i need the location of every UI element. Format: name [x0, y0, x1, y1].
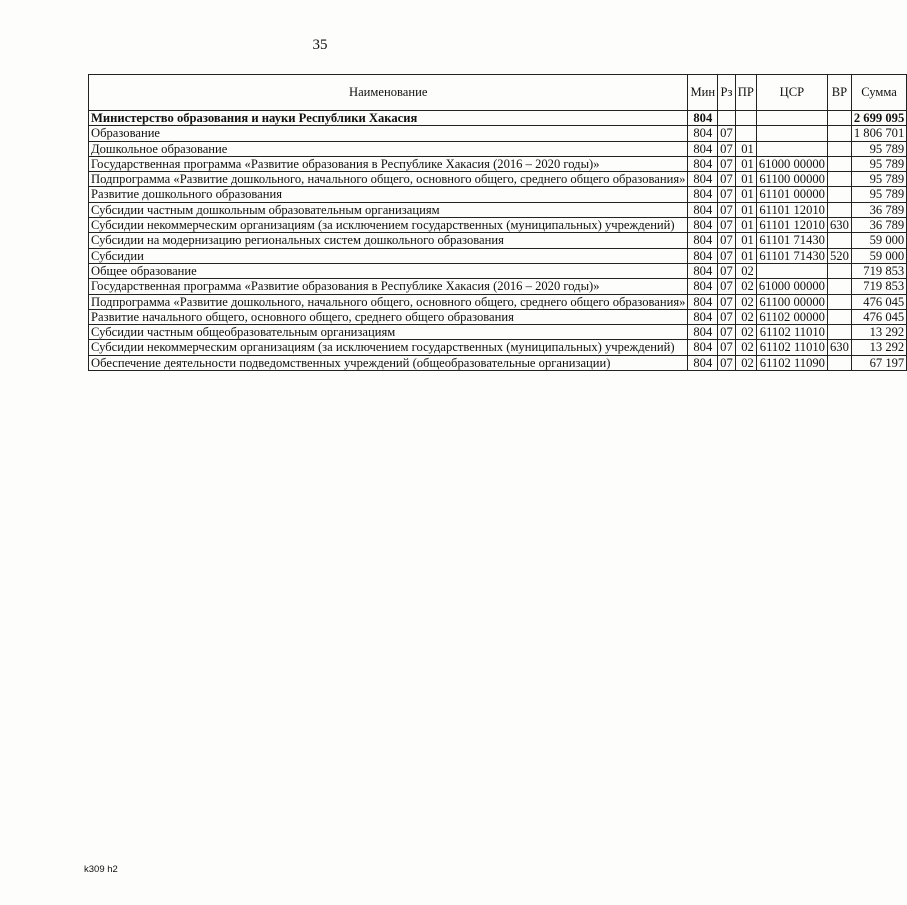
cell-vr	[827, 202, 851, 217]
cell-pr	[735, 111, 756, 126]
cell-vr	[827, 325, 851, 340]
cell-rz: 07	[718, 126, 736, 141]
cell-csr	[756, 126, 827, 141]
header-sum: Сумма	[851, 75, 906, 111]
table-row	[89, 202, 907, 217]
cell-min: 804	[688, 156, 718, 171]
cell-sum: 36 789	[851, 202, 906, 217]
cell-sum: 95 789	[851, 156, 906, 171]
table-header-row	[89, 75, 907, 111]
cell-rz: 07	[718, 156, 736, 171]
cell-csr: 61102 00000	[756, 309, 827, 324]
table-row	[89, 126, 907, 141]
cell-sum: 1 806 701	[851, 126, 906, 141]
cell-pr: 01	[735, 141, 756, 156]
cell-sum: 2 699 095	[851, 111, 906, 126]
cell-vr	[827, 126, 851, 141]
cell-sum: 476 045	[851, 294, 906, 309]
header-rz: Рз	[718, 75, 736, 111]
table-row	[89, 325, 907, 340]
cell-min: 804	[688, 279, 718, 294]
cell-pr: 02	[735, 355, 756, 370]
cell-csr: 61000 00000	[756, 156, 827, 171]
cell-vr	[827, 111, 851, 126]
cell-vr	[827, 172, 851, 187]
table-row	[89, 218, 907, 233]
cell-sum: 13 292	[851, 340, 906, 355]
table-row	[89, 279, 907, 294]
cell-rz: 07	[718, 325, 736, 340]
cell-pr: 01	[735, 172, 756, 187]
table-row	[89, 141, 907, 156]
cell-name: Министерство образования и науки Республики Хакасия	[89, 111, 688, 126]
cell-sum: 95 789	[851, 141, 906, 156]
cell-rz: 07	[718, 355, 736, 370]
cell-sum: 95 789	[851, 187, 906, 202]
cell-min: 804	[688, 294, 718, 309]
cell-name: Подпрограмма «Развитие дошкольного, начального общего, основного общего, среднего общего образования»	[89, 294, 688, 309]
table-row	[89, 156, 907, 171]
cell-csr: 61101 71430	[756, 248, 827, 263]
header-vr: ВР	[827, 75, 851, 111]
header-name: Наименование	[89, 75, 688, 111]
cell-vr	[827, 233, 851, 248]
cell-min: 804	[688, 248, 718, 263]
cell-rz: 07	[718, 294, 736, 309]
cell-name: Государственная программа «Развитие образования в Республике Хакасия (2016 – 2020 годы)»	[89, 156, 688, 171]
cell-pr: 01	[735, 233, 756, 248]
cell-sum: 13 292	[851, 325, 906, 340]
cell-vr: 520	[827, 248, 851, 263]
cell-pr: 02	[735, 309, 756, 324]
cell-pr	[735, 126, 756, 141]
page-number: 35	[312, 37, 328, 53]
cell-vr	[827, 187, 851, 202]
cell-pr: 01	[735, 218, 756, 233]
cell-sum: 59 000	[851, 233, 906, 248]
cell-vr: 630	[827, 340, 851, 355]
cell-csr: 61102 11010	[756, 325, 827, 340]
cell-name: Образование	[89, 126, 688, 141]
cell-vr	[827, 156, 851, 171]
cell-vr	[827, 279, 851, 294]
budget-table	[88, 74, 907, 371]
cell-name: Субсидии частным общеобразовательным организациям	[89, 325, 688, 340]
cell-vr: 630	[827, 218, 851, 233]
header-min: Мин	[688, 75, 718, 111]
table-row	[89, 248, 907, 263]
cell-sum: 476 045	[851, 309, 906, 324]
table-row	[89, 294, 907, 309]
cell-vr	[827, 355, 851, 370]
cell-rz: 07	[718, 263, 736, 278]
cell-pr: 02	[735, 279, 756, 294]
cell-rz: 07	[718, 187, 736, 202]
cell-sum: 67 197	[851, 355, 906, 370]
cell-sum: 719 853	[851, 263, 906, 278]
cell-rz	[718, 111, 736, 126]
cell-min: 804	[688, 141, 718, 156]
header-csr: ЦСР	[756, 75, 827, 111]
cell-vr	[827, 141, 851, 156]
table-row	[89, 233, 907, 248]
cell-vr	[827, 263, 851, 278]
cell-min: 804	[688, 309, 718, 324]
cell-csr: 61102 11090	[756, 355, 827, 370]
table-row	[89, 355, 907, 370]
table-row	[89, 111, 907, 126]
cell-pr: 01	[735, 248, 756, 263]
cell-min: 804	[688, 325, 718, 340]
cell-rz: 07	[718, 309, 736, 324]
cell-name: Развитие дошкольного образования	[89, 187, 688, 202]
cell-name: Дошкольное образование	[89, 141, 688, 156]
cell-pr: 02	[735, 263, 756, 278]
cell-csr: 61100 00000	[756, 294, 827, 309]
cell-pr: 01	[735, 187, 756, 202]
cell-pr: 01	[735, 202, 756, 217]
cell-sum: 59 000	[851, 248, 906, 263]
cell-min: 804	[688, 202, 718, 217]
cell-sum: 36 789	[851, 218, 906, 233]
cell-csr: 61100 00000	[756, 172, 827, 187]
cell-name: Субсидии	[89, 248, 688, 263]
cell-min: 804	[688, 126, 718, 141]
cell-rz: 07	[718, 218, 736, 233]
cell-name: Подпрограмма «Развитие дошкольного, начального общего, основного общего, среднего общего образования»	[89, 172, 688, 187]
cell-rz: 07	[718, 141, 736, 156]
cell-rz: 07	[718, 172, 736, 187]
cell-vr	[827, 309, 851, 324]
cell-csr: 61101 00000	[756, 187, 827, 202]
cell-min: 804	[688, 355, 718, 370]
cell-min: 804	[688, 187, 718, 202]
cell-rz: 07	[718, 248, 736, 263]
cell-name: Субсидии некоммерческим организациям (за исключением государственных (муниципальных) учреждений)	[89, 218, 688, 233]
cell-vr	[827, 294, 851, 309]
cell-min: 804	[688, 340, 718, 355]
cell-sum: 95 789	[851, 172, 906, 187]
cell-pr: 02	[735, 325, 756, 340]
cell-csr	[756, 111, 827, 126]
cell-min: 804	[688, 233, 718, 248]
table-row	[89, 187, 907, 202]
cell-min: 804	[688, 218, 718, 233]
table-row	[89, 340, 907, 355]
cell-csr: 61000 00000	[756, 279, 827, 294]
cell-rz: 07	[718, 233, 736, 248]
cell-sum: 719 853	[851, 279, 906, 294]
cell-csr: 61102 11010	[756, 340, 827, 355]
cell-name: Общее образование	[89, 263, 688, 278]
cell-min: 804	[688, 263, 718, 278]
table-row	[89, 263, 907, 278]
cell-csr: 61101 12010	[756, 202, 827, 217]
cell-name: Обеспечение деятельности подведомственных учреждений (общеобразовательные организации)	[89, 355, 688, 370]
cell-csr: 61101 71430	[756, 233, 827, 248]
cell-csr	[756, 141, 827, 156]
cell-pr: 02	[735, 340, 756, 355]
cell-pr: 02	[735, 294, 756, 309]
table-row	[89, 172, 907, 187]
cell-csr	[756, 263, 827, 278]
cell-name: Государственная программа «Развитие образования в Республике Хакасия (2016 – 2020 годы)»	[89, 279, 688, 294]
table-row	[89, 309, 907, 324]
cell-rz: 07	[718, 279, 736, 294]
cell-name: Субсидии некоммерческим организациям (за исключением государственных (муниципальных) учреждений)	[89, 340, 688, 355]
cell-csr: 61101 12010	[756, 218, 827, 233]
cell-name: Развитие начального общего, основного общего, среднего общего образования	[89, 309, 688, 324]
footer-code: k309 h2	[84, 864, 118, 875]
cell-rz: 07	[718, 202, 736, 217]
cell-pr: 01	[735, 156, 756, 171]
cell-name: Субсидии частным дошкольным образовательным организациям	[89, 202, 688, 217]
cell-min: 804	[688, 172, 718, 187]
cell-min: 804	[688, 111, 718, 126]
cell-rz: 07	[718, 340, 736, 355]
header-pr: ПР	[735, 75, 756, 111]
cell-name: Субсидии на модернизацию региональных систем дошкольного образования	[89, 233, 688, 248]
